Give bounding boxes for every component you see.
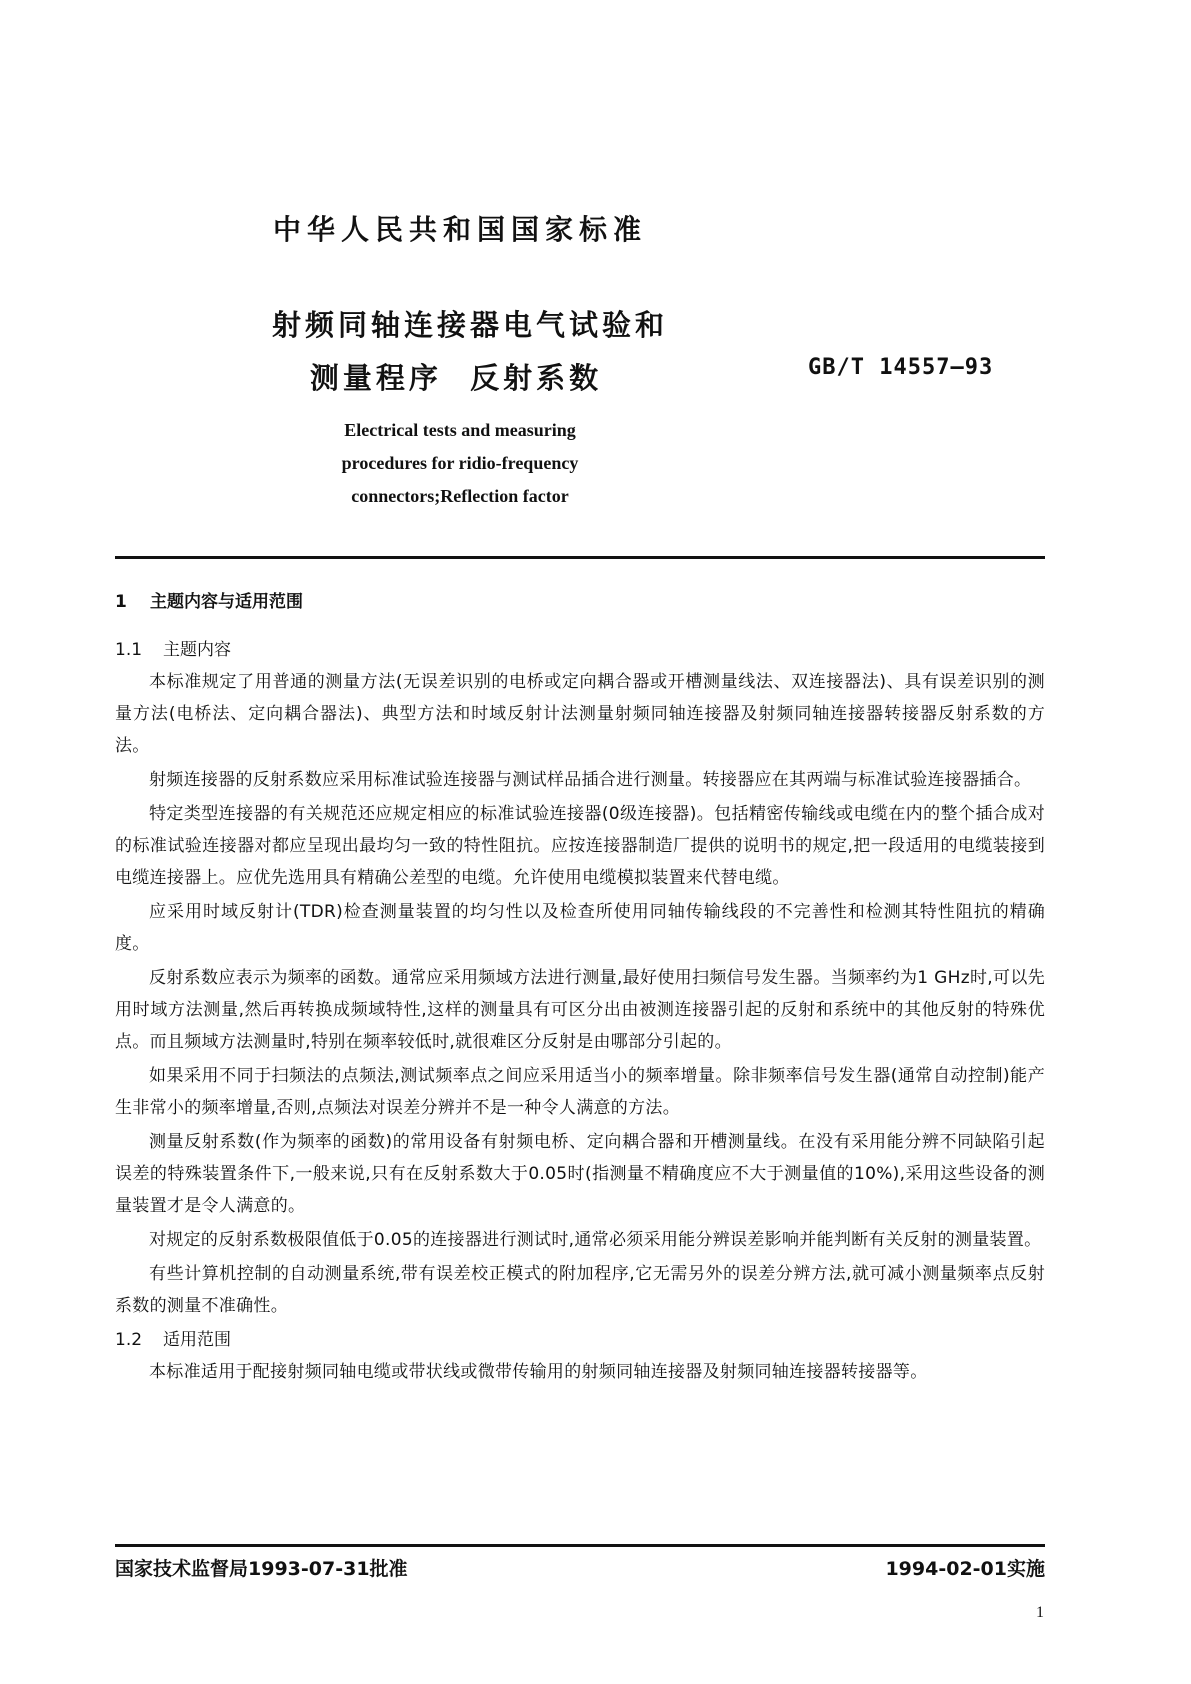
standard-type-heading: 中华人民共和国国家标准	[272, 213, 647, 246]
section-1-1-heading	[115, 634, 1045, 666]
english-title-line-3: connectors;Reflection factor	[351, 486, 569, 506]
section-1-title: 主题内容与适用范围	[150, 592, 303, 612]
section-1-number: 1	[115, 592, 127, 612]
section-1-2-heading	[115, 1324, 1045, 1356]
english-title	[250, 414, 670, 513]
english-title-line-1: Electrical tests and measuring	[344, 420, 576, 440]
approval-date: 国家技术监督局1993-07-31批准	[115, 1558, 408, 1580]
section-1-2-title: 适用范围	[163, 1330, 231, 1350]
document-body	[115, 586, 1045, 1390]
header-divider	[115, 556, 1045, 559]
document-title-line-2: 测量程序 反射系数	[309, 361, 603, 395]
section-1-heading	[115, 586, 1045, 626]
paragraph: 测量反射系数(作为频率的函数)的常用设备有射频电桥、定向耦合器和开槽测量线。在没有采用能分辨不同缺陷引起误差的特殊装置条件下,一般来说,只有在反射系数大于0.05时(指测量不精确度应不大于测量值的10%),采用这些设备的测量装置才是令人满意的。	[115, 1132, 1045, 1216]
paragraph: 如果采用不同于扫频法的点频法,测试频率点之间应采用适当小的频率增量。除非频率信号发生器(通常自动控制)能产生非常小的频率增量,否则,点频法对误差分辨并不是一种令人满意的方法。	[115, 1066, 1045, 1118]
standard-code: GB/T 14557—93	[808, 355, 994, 380]
paragraph: 特定类型连接器的有关规范还应规定相应的标准试验连接器(0级连接器)。包括精密传输线或电缆在内的整个插合成对的标准试验连接器对都应呈现出最均匀一致的特性阻抗。应按连接器制造厂提供的说明书的规定,把一段适用的电缆装接到电缆连接器上。应优先选用具有精确公差型的电缆。允许使用电缆模拟装置来代替电缆。	[115, 804, 1045, 888]
section-1-2-number: 1.2	[115, 1330, 143, 1350]
section-1-1-title: 主题内容	[163, 640, 231, 660]
paragraph: 反射系数应表示为频率的函数。通常应采用频域方法进行测量,最好使用扫频信号发生器。当频率约为1 GHz时,可以先用时域方法测量,然后再转换成频域特性,这样的测量具有可区分出由被测连接器引起的反射和系统中的其他反射的特殊优点。而且频域方法测量时,特别在频率较低时,就很难区分反射是由哪部分引起的。	[115, 968, 1045, 1052]
paragraph: 本标准规定了用普通的测量方法(无误差识别的电桥或定向耦合器或开槽测量线法、双连接器法)、具有误差识别的测量方法(电桥法、定向耦合器法)、典型方法和时域反射计法测量射频同轴连接器及射频同轴连接器转接器反射系数的方法。	[115, 672, 1045, 756]
english-title-line-2: procedures for ridio-frequency	[341, 453, 579, 473]
section-1-1-number: 1.1	[115, 640, 143, 660]
footer-divider	[115, 1544, 1045, 1547]
paragraph: 射频连接器的反射系数应采用标准试验连接器与测试样品插合进行测量。转接器应在其两端与标准试验连接器插合。	[149, 770, 1032, 790]
paragraph: 应采用时域反射计(TDR)检查测量装置的均匀性以及检查所使用同轴传输线段的不完善性和检测其特性阻抗的精确度。	[115, 902, 1045, 954]
document-title-line-1: 射频同轴连接器电气试验和	[271, 308, 668, 342]
page-number: 1	[1036, 1604, 1044, 1621]
implementation-date: 1994-02-01实施	[885, 1558, 1045, 1580]
paragraph: 本标准适用于配接射频同轴电缆或带状线或微带传输用的射频同轴连接器及射频同轴连接器转接器等。	[149, 1362, 928, 1382]
paragraph: 对规定的反射系数极限值低于0.05的连接器进行测试时,通常必须采用能分辨误差影响并能判断有关反射的测量装置。	[149, 1230, 1042, 1250]
paragraph: 有些计算机控制的自动测量系统,带有误差校正模式的附加程序,它无需另外的误差分辨方法,就可减小测量频率点反射系数的测量不准确性。	[115, 1264, 1045, 1316]
